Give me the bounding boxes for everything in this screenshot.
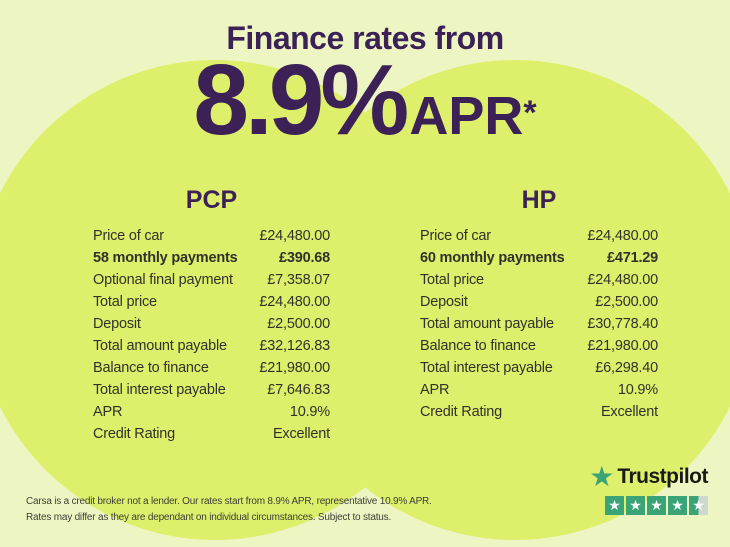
table-row <box>93 423 330 445</box>
table-row <box>420 269 658 291</box>
trustpilot-logo-star-icon: ★ <box>589 461 615 492</box>
table-row <box>420 335 658 357</box>
star-glyph: ★ <box>629 497 642 513</box>
rate-value: 8.9% <box>193 44 406 156</box>
pcp-rows <box>93 225 330 445</box>
hp-rows <box>420 225 658 423</box>
table-row <box>93 379 330 401</box>
row-value: £7,358.07 <box>267 272 330 288</box>
row-value: £2,500.00 <box>267 316 330 332</box>
headline-rate <box>0 44 730 156</box>
trustpilot-star-icon <box>626 496 645 515</box>
table-row <box>420 401 658 423</box>
row-value: 10.9% <box>617 382 658 398</box>
pcp-title: PCP <box>185 186 238 214</box>
row-label: Optional final payment <box>93 272 233 288</box>
row-label: 60 monthly payments <box>420 250 565 266</box>
trustpilot-badge <box>589 461 708 515</box>
row-value: £24,480.00 <box>259 294 330 310</box>
table-row <box>420 225 658 247</box>
star-glyph: ★ <box>608 497 621 513</box>
table-row <box>420 313 658 335</box>
trustpilot-star-icon <box>668 496 687 515</box>
star-glyph: ★ <box>671 497 684 513</box>
trustpilot-star-icon <box>647 496 666 515</box>
row-value: £6,298.40 <box>595 360 658 376</box>
row-value: £24,480.00 <box>587 228 658 244</box>
rate-unit: APR <box>409 86 524 146</box>
star-glyph: ★ <box>650 497 663 513</box>
row-label: APR <box>420 382 450 398</box>
row-label: Deposit <box>93 316 141 332</box>
row-value: £24,480.00 <box>587 272 658 288</box>
table-row <box>420 357 658 379</box>
row-label: Balance to finance <box>420 338 536 354</box>
row-value: £7,646.83 <box>267 382 330 398</box>
rate-footnote-marker: * <box>523 94 537 132</box>
banner-title: Finance rates from <box>226 20 504 56</box>
row-value: 10.9% <box>289 404 330 420</box>
row-label: Credit Rating <box>93 426 176 442</box>
hp-table <box>420 185 658 423</box>
table-row <box>93 401 330 423</box>
row-value: Excellent <box>272 426 330 442</box>
row-label: Price of car <box>420 228 491 244</box>
table-row <box>93 313 330 335</box>
row-label: Balance to finance <box>93 360 209 376</box>
row-value: £24,480.00 <box>259 228 330 244</box>
hp-title: HP <box>521 186 557 214</box>
row-label: Total amount payable <box>93 338 227 354</box>
row-label: Total interest payable <box>420 360 553 376</box>
trustpilot-star-icon <box>689 496 708 515</box>
row-label: Credit Rating <box>420 404 503 420</box>
table-row <box>420 379 658 401</box>
row-value: £390.68 <box>278 250 330 266</box>
row-label: Total amount payable <box>420 316 554 332</box>
row-label: 58 monthly payments <box>93 250 238 266</box>
table-row <box>93 291 330 313</box>
row-value: £32,126.83 <box>259 338 330 354</box>
table-row <box>420 291 658 313</box>
disclaimer-line-1: Carsa is a credit broker not a lender. Our rates start from 8.9% APR, representative 10.9% APR. <box>26 496 432 507</box>
row-value: £21,980.00 <box>587 338 658 354</box>
trustpilot-stars <box>598 496 708 515</box>
table-row <box>93 225 330 247</box>
row-value: £471.29 <box>606 250 658 266</box>
star-glyph: ★ <box>692 497 705 513</box>
table-row <box>93 247 330 269</box>
row-value: Excellent <box>600 404 658 420</box>
legal-disclaimer <box>26 494 496 526</box>
row-label: Price of car <box>93 228 164 244</box>
row-value: £21,980.00 <box>259 360 330 376</box>
row-value: £30,778.40 <box>587 316 658 332</box>
table-row <box>420 247 658 269</box>
row-value: £2,500.00 <box>595 294 658 310</box>
trustpilot-wordmark <box>589 461 708 492</box>
disclaimer-line-2: Rates may differ as they are dependant on individual circumstances. Subject to status. <box>26 512 392 523</box>
table-row <box>93 335 330 357</box>
row-label: Total interest payable <box>93 382 226 398</box>
trustpilot-name: Trustpilot <box>617 465 708 488</box>
row-label: Total price <box>420 272 484 288</box>
row-label: Total price <box>93 294 157 310</box>
table-row <box>93 357 330 379</box>
row-label: Deposit <box>420 294 468 310</box>
row-label: APR <box>93 404 123 420</box>
trustpilot-star-icon <box>605 496 624 515</box>
table-row <box>93 269 330 291</box>
pcp-table <box>93 185 330 445</box>
